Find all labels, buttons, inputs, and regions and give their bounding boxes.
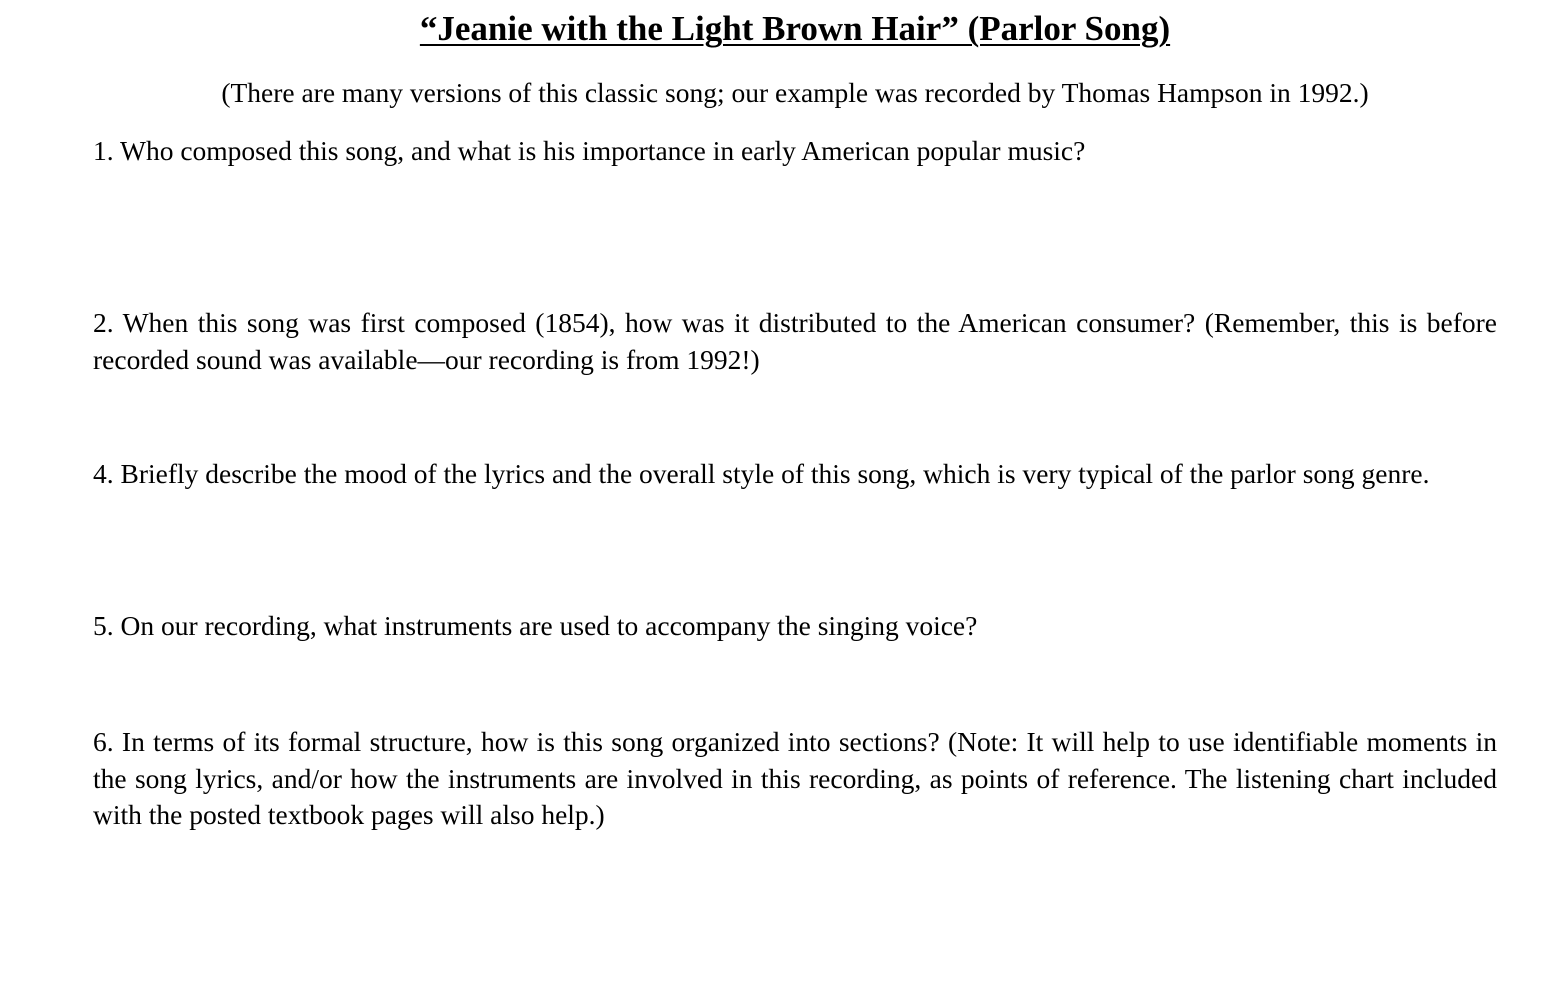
question-1: 1. Who composed this song, and what is his importance in early American popular music? [93, 135, 1086, 166]
question-2: 2. When this song was first composed (1854), how was it distributed to the American consumer? (Remember, this is before recorded sound was available—our recording is from 1992!) [93, 307, 1497, 375]
page-subtitle: (There are many versions of this classic song; our example was recorded by Thomas Hampson in 1992.) [221, 77, 1369, 108]
question-6: 6. In terms of its formal structure, how is this song organized into sections? (Note: It will help to use identifiable moments in the song lyrics, and/or how the instruments are involved in this recording, as points of reference. The listening chart included with the posted textbook pages will also help.) [93, 726, 1497, 830]
question-4: 4. Briefly describe the mood of the lyrics and the overall style of this song, which is very typical of the parlor song genre. [93, 458, 1430, 489]
question-5: 5. On our recording, what instruments are used to accompany the singing voice? [93, 610, 978, 641]
page-title: “Jeanie with the Light Brown Hair” (Parlor Song) [419, 9, 1171, 48]
